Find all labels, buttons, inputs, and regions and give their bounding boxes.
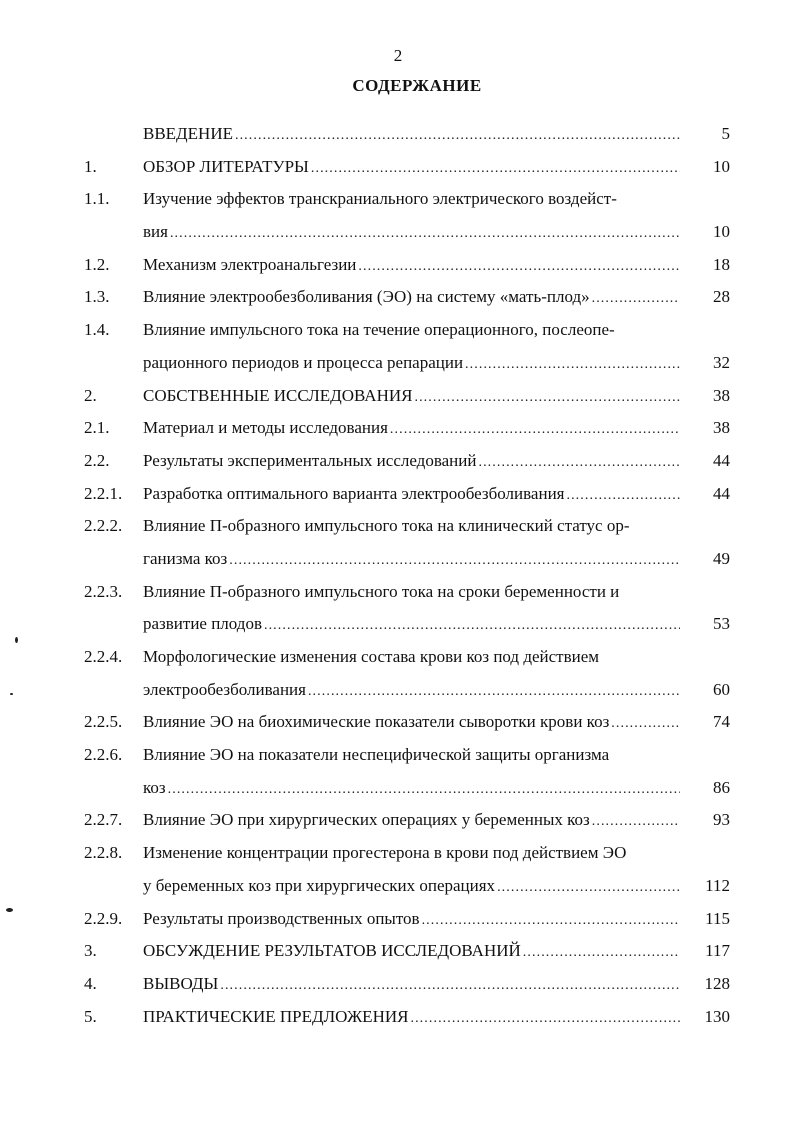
toc-row [84,543,730,576]
toc-entry-text: вия . . . [143,222,680,241]
table-of-contents [84,118,730,1033]
toc-entry-text: Влияние П-образного импульсного тока на клинический статус ор- [143,516,630,536]
toc-entry-number: 5. [84,1006,97,1026]
toc-entry-text: Механизм электроанальгезии . . . [143,255,680,274]
toc-entry-number: 2.2.7. [84,810,123,830]
toc-page-number: 44 [713,450,730,470]
toc-entry-title [143,380,680,415]
page-title: СОДЕРЖАНИЕ [352,76,482,95]
toc-row [84,935,730,968]
toc-row [84,837,730,870]
toc-entry-text: Влияние электрообезболивания (ЭО) на систему «мать-плод» . . . [143,287,680,306]
toc-row [84,772,730,805]
toc-entry-title [143,151,680,186]
toc-row [84,641,730,674]
toc-entry-title [143,870,680,905]
toc-page-number: 5 [721,124,730,143]
toc-entry-title [143,412,680,447]
toc-entry-text: электрообезболивания . . . [143,680,680,699]
toc-page-number: 93 [713,810,730,830]
toc-entry-number: 3. [84,941,97,961]
toc-row [84,216,730,249]
toc-entry-text: Разработка оптимального варианта электрообезболивания . . . [143,484,680,503]
toc-row [84,249,730,282]
toc-row [84,510,730,543]
toc-entry-number: 1.1. [84,189,110,209]
toc-page-number: 86 [713,777,730,797]
toc-entry-title [143,183,680,216]
toc-page-number: 115 [705,908,730,928]
toc-page-number: 128 [704,973,730,993]
toc-page-number: 53 [713,614,730,634]
toc-entry-text: ПРАКТИЧЕСКИЕ ПРЕДЛОЖЕНИЯ . . . [143,1007,680,1026]
toc-entry-number: 4. [84,973,97,993]
toc-entry-text: Морфологические изменения состава крови коз под действием [143,647,600,666]
toc-entry-title [143,347,680,382]
toc-page-number: 10 [713,156,730,176]
toc-page-number: 10 [713,222,730,242]
toc-entry-text: Результаты производственных опытов . . . [143,909,680,928]
toc-entry-title [143,543,680,578]
toc-entry-text: ВВЕДЕНИЕ . . . [143,124,680,143]
toc-entry-title [143,608,680,643]
page-number: 2 [393,46,403,65]
toc-entry-text: Изучение эффектов транскраниального электрического воздейст- [143,189,617,209]
toc-entry-number: 2.2.3. [84,581,123,601]
toc-page-number: 18 [713,254,730,274]
toc-entry-title [143,935,680,970]
toc-page-number: 38 [713,385,730,405]
toc-row [84,576,730,609]
toc-entry-text: Влияние ЭО на биохимические показатели сыворотки крови коз . . . [143,712,680,731]
toc-row [84,739,730,772]
scan-speck [15,637,18,643]
toc-entry-title [143,478,680,513]
toc-row [84,706,730,739]
toc-entry-number: 1. [84,156,97,176]
toc-page-number: 60 [713,679,730,699]
toc-entry-title [143,674,680,709]
toc-entry-number: 1.4. [84,320,110,340]
toc-entry-number: 2.2.4. [84,647,123,666]
toc-row [84,380,730,413]
toc-entry-number: 1.3. [84,287,110,307]
toc-entry-title [143,281,680,316]
toc-entry-title [143,804,680,839]
toc-entry-title [143,510,680,543]
toc-page-number: 44 [713,483,730,503]
toc-row [84,1001,730,1034]
toc-page-number: 32 [713,352,730,372]
toc-row [84,968,730,1001]
toc-entry-text: Влияние П-образного импульсного тока на сроки беременности и [143,581,620,601]
toc-page-number: 38 [713,418,730,438]
toc-row [84,281,730,314]
toc-entry-title [143,968,680,1003]
toc-entry-title [143,216,680,251]
toc-entry-number: 2.2.6. [84,745,123,765]
toc-row [84,870,730,903]
toc-entry-number: 2.2.5. [84,712,123,732]
toc-row [84,674,730,707]
toc-row [84,445,730,478]
toc-entry-text: Влияние ЭО на показатели неспецифической защиты организма [143,745,610,765]
toc-page-number: 117 [705,941,730,961]
toc-entry-text: Влияние импульсного тока на течение операционного, послеопе- [143,320,615,340]
toc-entry-text: ВЫВОДЫ . . . [143,974,680,993]
toc-page-number: 28 [713,287,730,307]
toc-page-number: 112 [705,875,730,895]
toc-row [84,412,730,445]
toc-entry-title [143,249,680,284]
toc-entry-title [143,903,680,938]
toc-row [84,183,730,216]
toc-entry-text: ганизма коз . . . [143,549,680,568]
toc-entry-title [143,739,680,772]
toc-row [84,314,730,347]
toc-entry-number: 2.1. [84,418,110,438]
toc-entry-title [143,445,680,480]
toc-entry-number: 2.2.9. [84,908,123,928]
toc-entry-text: ОБСУЖДЕНИЕ РЕЗУЛЬТАТОВ ИССЛЕДОВАНИЙ . . . [143,941,680,960]
toc-entry-title [143,118,680,153]
toc-row [84,804,730,837]
scan-speck [10,693,13,695]
toc-entry-title [143,706,680,741]
toc-entry-text: Материал и методы исследования . . . [143,418,680,437]
toc-entry-title [143,772,680,807]
toc-entry-text: Влияние ЭО при хирургических операциях у беременных коз . . . [143,810,680,829]
toc-entry-text: развитие плодов . . . [143,614,680,633]
scan-speck [6,908,13,912]
toc-entry-title [143,576,680,609]
toc-row [84,478,730,511]
toc-entry-title [143,837,680,870]
toc-entry-number: 1.2. [84,254,110,274]
toc-entry-text: СОБСТВЕННЫЕ ИССЛЕДОВАНИЯ . . . [143,386,680,405]
toc-row [84,608,730,641]
toc-entry-title [143,314,680,347]
toc-entry-number: 2.2.1. [84,483,123,503]
toc-entry-text: Изменение концентрации прогестерона в крови под действием ЭО [143,843,627,863]
toc-entry-text: Результаты экспериментальных исследований . . . [143,451,680,470]
toc-page-number: 49 [713,548,730,568]
toc-entry-text: рационного периодов и процесса репарации . . . [143,353,680,372]
toc-entry-number: 2.2.2. [84,516,123,536]
toc-entry-text: ОБЗОР ЛИТЕРАТУРЫ . . . [143,157,680,176]
toc-page-number: 130 [704,1006,730,1026]
toc-entry-title [143,1001,680,1036]
toc-row [84,347,730,380]
toc-entry-number: 2.2.8. [84,843,123,863]
toc-entry-number: 2.2. [84,450,110,470]
toc-entry-text: у беременных коз при хирургических операциях . . . [143,876,680,895]
toc-entry-title [143,641,680,674]
toc-row [84,151,730,184]
toc-entry-number: 2. [84,385,97,405]
toc-row [84,118,730,151]
toc-page-number: 74 [713,712,730,732]
toc-row [84,903,730,936]
toc-entry-text: коз . . . [143,778,680,797]
